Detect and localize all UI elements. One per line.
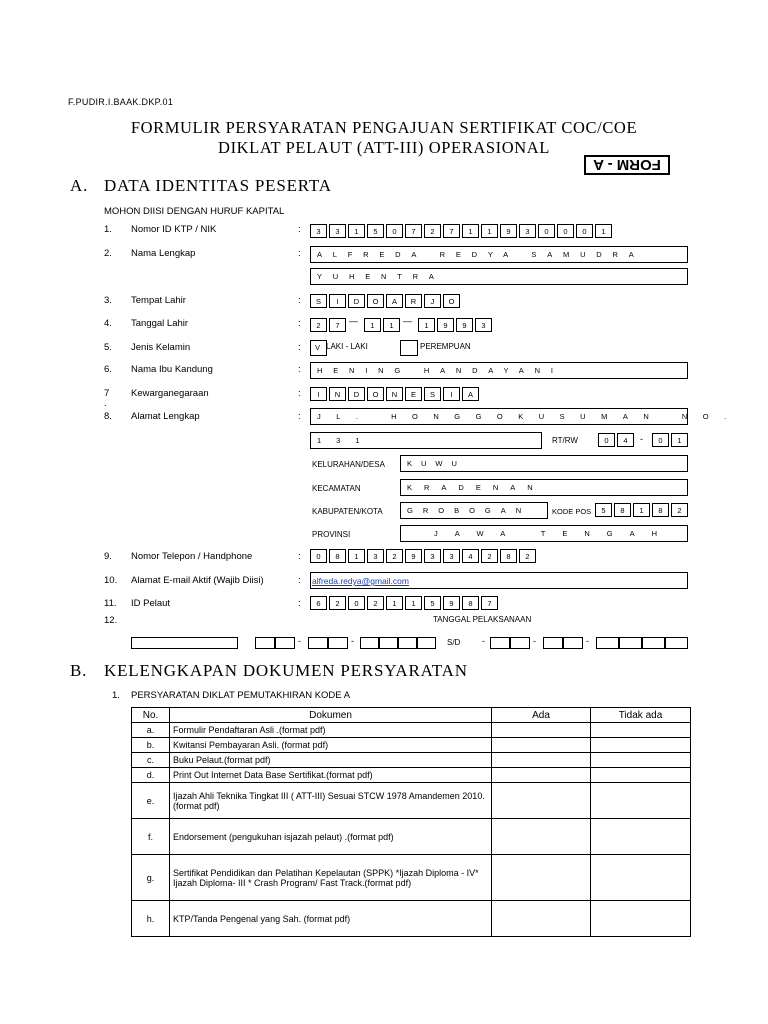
colon: : — [298, 551, 301, 562]
alamat-field-line1[interactable]: JL. HONGGOKUSUMAN NO. — [310, 408, 688, 425]
row-no: e. — [132, 783, 170, 819]
tanggal-day[interactable] — [310, 318, 348, 332]
idpelaut-label: ID Pelaut — [131, 598, 171, 609]
header-ada: Ada — [492, 708, 591, 723]
start-month-box[interactable] — [328, 637, 348, 649]
row-doc: Sertifikat Pendidikan dan Pelatihan Kepelautan (SPPK) *Ijazah Diploma - IV* Ijazah Diploma- III * Crash Program/ Fast Track.(format pdf) — [170, 855, 492, 901]
char-box[interactable]: 1 — [633, 503, 650, 517]
char-box[interactable]: 0 — [538, 224, 555, 238]
rw-field[interactable] — [652, 433, 690, 447]
email-link[interactable]: alfreda.redya@gmail.com — [312, 576, 409, 586]
char-box[interactable]: S — [310, 294, 327, 308]
telepon-label: Nomor Telepon / Handphone — [131, 551, 253, 562]
table-row — [132, 738, 691, 753]
section-b-title: KELENGKAPAN DOKUMEN PERSYARATAN — [104, 661, 468, 680]
start-year-box[interactable] — [379, 637, 398, 649]
document-code: F.PUDIR.I.BAAK.DKP.01 — [68, 97, 174, 107]
char-box[interactable]: O — [367, 294, 384, 308]
char-box[interactable]: D — [348, 294, 365, 308]
pelaksanaan-field[interactable] — [131, 637, 238, 649]
kelurahan-label: KELURAHAN/DESA — [312, 460, 385, 469]
tanggal-label: Tanggal Lahir — [131, 318, 189, 329]
char-box[interactable]: 7 — [481, 596, 498, 610]
char-box[interactable]: 2 — [481, 549, 498, 563]
nama-no: 2. — [104, 248, 112, 259]
char-box[interactable]: N — [329, 387, 346, 401]
start-year-box[interactable] — [417, 637, 436, 649]
char-box[interactable]: 2 — [310, 318, 327, 332]
date-separator: - — [351, 636, 354, 646]
char-box[interactable]: 1 — [418, 318, 435, 332]
char-box[interactable]: O — [443, 294, 460, 308]
gender-male-checkbox[interactable]: V — [310, 340, 327, 356]
date-separator: - — [586, 636, 589, 646]
char-box[interactable]: 3 — [310, 224, 327, 238]
colon: : — [298, 388, 301, 399]
document-table — [131, 707, 691, 937]
sub-b1-no: 1. — [112, 690, 120, 701]
warga-label: Kewarganegaraan — [131, 388, 209, 399]
start-day-box[interactable] — [275, 637, 295, 649]
warga-no: 7 — [104, 388, 110, 399]
nama-field-line1[interactable]: ALFREDA REDYA SAMUDRA — [310, 246, 688, 263]
form-title-line1: FORMULIR PERSYARATAN PENGAJUAN SERTIFIKAT COC/COE — [130, 118, 638, 137]
email-no: 10. — [104, 575, 118, 586]
char-box[interactable]: J — [424, 294, 441, 308]
colon: : — [298, 248, 301, 259]
char-box[interactable]: 9 — [405, 549, 422, 563]
char-box[interactable]: 8 — [614, 503, 631, 517]
rtrw-label: RT/RW — [552, 436, 578, 445]
colon: : — [298, 318, 301, 329]
row-doc: Endorsement (pengukuhan isjazah pelaut) .(format pdf) — [170, 819, 492, 855]
tanggal-year[interactable] — [418, 318, 494, 332]
kelurahan-field[interactable]: KUWU — [400, 455, 688, 472]
kelamin-no: 5. — [104, 342, 112, 353]
char-box[interactable]: E — [405, 387, 422, 401]
char-box[interactable]: 1 — [348, 224, 365, 238]
telepon-field[interactable] — [310, 549, 538, 563]
row-no: c. — [132, 753, 170, 768]
end-year-box[interactable] — [665, 637, 688, 649]
table-header-row — [132, 708, 691, 723]
nik-label: Nomor ID KTP / NIK — [131, 224, 217, 235]
char-box[interactable]: O — [367, 387, 384, 401]
row-doc: Print Out Internet Data Base Sertifikat.(format pdf) — [170, 768, 492, 783]
char-box[interactable]: 0 — [557, 224, 574, 238]
ibu-field[interactable]: HENING HANDAYANI — [310, 362, 688, 379]
email-label: Alamat E-mail Aktif (Wajib Diisi) — [131, 575, 264, 586]
kabupaten-field[interactable]: GROBOGAN — [400, 502, 548, 519]
char-box[interactable]: 3 — [424, 549, 441, 563]
char-box[interactable]: 0 — [576, 224, 593, 238]
kelamin-label: Jenis Kelamin — [131, 342, 191, 353]
start-year-box[interactable] — [360, 637, 379, 649]
colon: : — [298, 224, 301, 235]
tempat-field[interactable] — [310, 294, 462, 308]
gender-female-label: PEREMPUAN — [420, 342, 471, 351]
end-day-box[interactable] — [510, 637, 530, 649]
colon: : — [298, 411, 301, 422]
instruction: MOHON DIISI DENGAN HURUF KAPITAL — [104, 206, 285, 217]
warga-dot: . — [104, 398, 107, 409]
char-box[interactable]: 5 — [424, 596, 441, 610]
provinsi-label: PROVINSI — [312, 530, 351, 539]
header-dokumen: Dokumen — [170, 708, 492, 723]
char-box[interactable]: 8 — [500, 549, 517, 563]
header-tidak-ada: Tidak ada — [591, 708, 691, 723]
colon: : — [298, 342, 301, 353]
table-row — [132, 783, 691, 819]
pelaksanaan-label: TANGGAL PELAKSANAAN — [433, 615, 532, 624]
end-year-box[interactable] — [596, 637, 619, 649]
start-day-box[interactable] — [255, 637, 275, 649]
nik-no: 1. — [104, 224, 112, 235]
char-box[interactable]: 3 — [367, 549, 384, 563]
provinsi-field[interactable]: JAWA TENGAH — [400, 525, 688, 542]
colon: : — [298, 364, 301, 375]
char-box[interactable]: N — [386, 387, 403, 401]
char-box[interactable]: R — [405, 294, 422, 308]
char-box[interactable]: 4 — [462, 549, 479, 563]
char-box[interactable]: 8 — [462, 596, 479, 610]
char-box[interactable]: 1 — [386, 596, 403, 610]
ada-cell[interactable] — [492, 753, 591, 768]
char-box[interactable]: 2 — [424, 224, 441, 238]
pelaksanaan-no: 12. — [104, 615, 118, 626]
email-field[interactable] — [310, 572, 688, 589]
section-a-letter: A. — [70, 176, 89, 195]
alamat-field-line2[interactable]: 131 — [310, 432, 542, 449]
row-doc: Kwitansi Pembayaran Asli. (format pdf) — [170, 738, 492, 753]
char-box[interactable]: 6 — [310, 596, 327, 610]
telepon-no: 9. — [104, 551, 112, 562]
ibu-label: Nama Ibu Kandung — [131, 364, 213, 375]
section-b-letter: B. — [70, 661, 88, 680]
tidak-ada-cell[interactable] — [591, 901, 691, 937]
tanggal-no: 4. — [104, 318, 112, 329]
table-row — [132, 768, 691, 783]
char-box[interactable]: 0 — [652, 433, 669, 447]
kecamatan-label: KECAMATAN — [312, 484, 361, 493]
row-no: b. — [132, 738, 170, 753]
char-box[interactable]: 4 — [617, 433, 634, 447]
char-box[interactable]: 1 — [481, 224, 498, 238]
char-box[interactable]: 0 — [386, 224, 403, 238]
kecamatan-field[interactable]: KRADENAN — [400, 479, 688, 496]
char-box[interactable]: 5 — [367, 224, 384, 238]
char-box[interactable]: D — [348, 387, 365, 401]
char-box[interactable]: 9 — [443, 596, 460, 610]
ada-cell[interactable] — [492, 819, 591, 855]
tidak-ada-cell[interactable] — [591, 738, 691, 753]
ibu-no: 6. — [104, 364, 112, 375]
char-box[interactable]: 7 — [329, 318, 346, 332]
end-year-box[interactable] — [642, 637, 665, 649]
char-box[interactable]: 8 — [652, 503, 669, 517]
row-doc: KTP/Tanda Pengenal yang Sah. (format pdf) — [170, 901, 492, 937]
rtrw-separator: - — [640, 434, 643, 444]
idpelaut-field[interactable] — [310, 596, 500, 610]
char-box[interactable]: 5 — [595, 503, 612, 517]
row-doc: Buku Pelaut.(format pdf) — [170, 753, 492, 768]
gender-male-label: LAKI - LAKI — [326, 342, 368, 351]
ada-cell[interactable] — [492, 783, 591, 819]
ada-cell[interactable] — [492, 855, 591, 901]
char-box[interactable]: 0 — [348, 596, 365, 610]
char-box[interactable]: 0 — [598, 433, 615, 447]
idpelaut-no: 11. — [104, 598, 117, 609]
tidak-ada-cell[interactable] — [591, 723, 691, 738]
sd-label: S/D — [447, 638, 461, 647]
char-box[interactable]: 3 — [443, 549, 460, 563]
char-box[interactable]: 3 — [475, 318, 492, 332]
char-box[interactable]: I — [443, 387, 460, 401]
alamat-label: Alamat Lengkap — [131, 411, 200, 422]
kabupaten-label: KABUPATEN/KOTA — [312, 507, 383, 516]
gender-female-checkbox[interactable] — [400, 340, 418, 356]
char-box[interactable]: 1 — [364, 318, 381, 332]
section-a-title: DATA IDENTITAS PESERTA — [104, 176, 332, 195]
tidak-ada-cell[interactable] — [591, 819, 691, 855]
nama-field-line2[interactable]: YUHENTRA — [310, 268, 688, 285]
char-box[interactable]: 9 — [456, 318, 473, 332]
tidak-ada-cell[interactable] — [591, 768, 691, 783]
colon: : — [298, 295, 301, 306]
char-box[interactable]: A — [386, 294, 403, 308]
colon: : — [298, 575, 301, 586]
date-separator: - — [298, 636, 301, 646]
tanggal-month[interactable] — [364, 318, 402, 332]
alamat-no: 8. — [104, 411, 112, 422]
date-separator: — — [349, 316, 358, 326]
nama-label: Nama Lengkap — [131, 248, 196, 259]
char-box[interactable]: I — [310, 387, 327, 401]
form-label-box: FORM - A — [584, 155, 670, 175]
char-box[interactable]: 2 — [519, 549, 536, 563]
char-box[interactable]: S — [424, 387, 441, 401]
char-box[interactable]: 2 — [386, 549, 403, 563]
date-separator: - — [482, 636, 485, 646]
ada-cell[interactable] — [492, 768, 591, 783]
char-box[interactable]: I — [329, 294, 346, 308]
tempat-no: 3. — [104, 295, 112, 306]
kodepos-label: KODE POS — [552, 507, 592, 516]
ada-cell[interactable] — [492, 738, 591, 753]
row-doc: Formulir Pendaftaran Asli .(format pdf) — [170, 723, 492, 738]
start-month-box[interactable] — [308, 637, 328, 649]
table-row — [132, 753, 691, 768]
row-no: h. — [132, 901, 170, 937]
date-separator: — — [403, 316, 412, 326]
row-no: f. — [132, 819, 170, 855]
char-box[interactable]: 3 — [329, 224, 346, 238]
row-no: g. — [132, 855, 170, 901]
tempat-label: Tempat Lahir — [131, 295, 186, 306]
end-year-box[interactable] — [619, 637, 642, 649]
sub-b1-title: PERSYARATAN DIKLAT PEMUTAKHIRAN KODE A — [131, 690, 351, 701]
table-row — [132, 855, 691, 901]
header-no: No. — [132, 708, 170, 723]
char-box[interactable]: 1 — [462, 224, 479, 238]
char-box[interactable]: 8 — [329, 549, 346, 563]
form-title-line2: DIKLAT PELAUT (ATT-III) OPERASIONAL — [218, 138, 550, 157]
char-box[interactable]: 3 — [519, 224, 536, 238]
ada-cell[interactable] — [492, 723, 591, 738]
row-no: d. — [132, 768, 170, 783]
date-separator: - — [533, 636, 536, 646]
table-row — [132, 819, 691, 855]
table-row — [132, 723, 691, 738]
start-year-box[interactable] — [398, 637, 417, 649]
warga-field[interactable] — [310, 387, 481, 401]
table-row — [132, 901, 691, 937]
char-box[interactable]: 1 — [348, 549, 365, 563]
nik-field[interactable] — [310, 224, 614, 238]
colon: : — [298, 598, 301, 609]
char-box[interactable]: 1 — [595, 224, 612, 238]
char-box[interactable]: 1 — [671, 433, 688, 447]
rt-field[interactable] — [598, 433, 636, 447]
end-day-box[interactable] — [490, 637, 510, 649]
kodepos-field[interactable] — [595, 503, 690, 517]
tidak-ada-cell[interactable] — [591, 855, 691, 901]
char-box[interactable]: A — [462, 387, 479, 401]
row-doc: Ijazah Ahli Teknika Tingkat III ( ATT-III) Sesuai STCW 1978 Amandemen 2010.(format pdf) — [170, 783, 492, 819]
end-month-box[interactable] — [563, 637, 583, 649]
char-box[interactable]: 2 — [367, 596, 384, 610]
char-box[interactable]: 7 — [405, 224, 422, 238]
char-box[interactable]: 9 — [500, 224, 517, 238]
tidak-ada-cell[interactable] — [591, 753, 691, 768]
row-no: a. — [132, 723, 170, 738]
char-box[interactable]: 1 — [405, 596, 422, 610]
char-box[interactable]: 0 — [310, 549, 327, 563]
char-box[interactable]: 9 — [437, 318, 454, 332]
char-box[interactable]: 7 — [443, 224, 460, 238]
char-box[interactable]: 2 — [671, 503, 688, 517]
char-box[interactable]: 2 — [329, 596, 346, 610]
tidak-ada-cell[interactable] — [591, 783, 691, 819]
end-month-box[interactable] — [543, 637, 563, 649]
ada-cell[interactable] — [492, 901, 591, 937]
char-box[interactable]: 1 — [383, 318, 400, 332]
